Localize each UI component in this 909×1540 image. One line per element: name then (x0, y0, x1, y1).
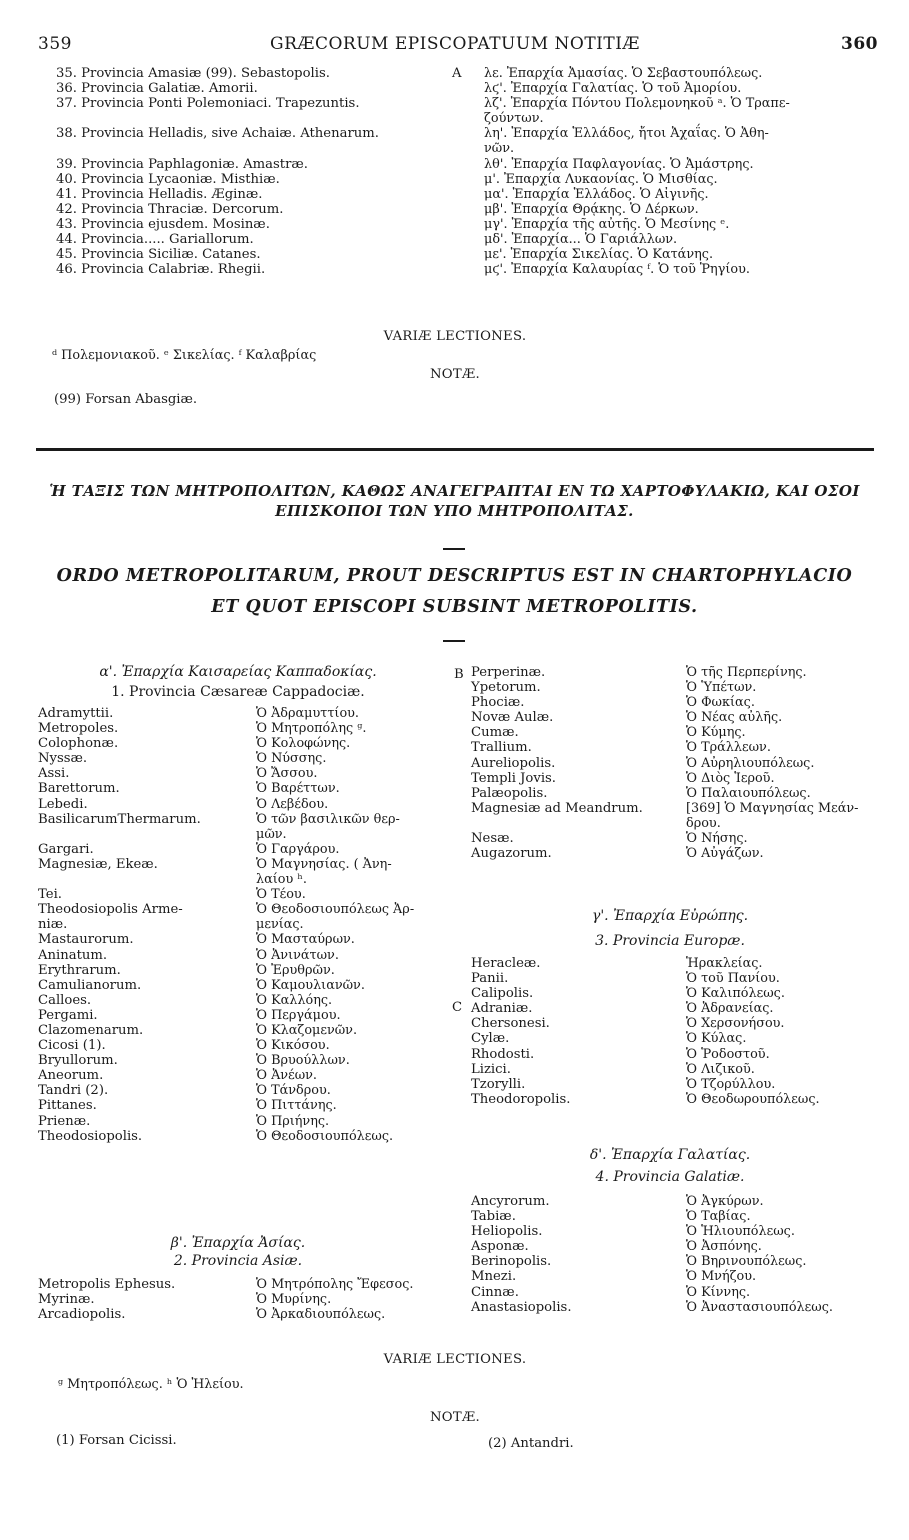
section-4-latin-heading: 4. Provincia Galatiæ. (595, 1169, 745, 1185)
list-line (38, 872, 201, 887)
main-title-greek-1: Ἡ ΤΑΞΙΣ ΤΩΝ ΜΗΤΡΟΠΟΛΙΤΩΝ, ΚΑΘΩΣ ΑΝΑΓΕΓΡΑΠΤΑΙ ΕΝ ΤΩ ΧΑΡΤΟΦΥΛΑΚΙΩ, ΚΑΙ ΟΣΟΙ (49, 482, 860, 500)
list-line (56, 111, 379, 126)
list-line: Cicosi (1). (38, 1038, 106, 1054)
right-latin-list-4 (471, 1194, 572, 1315)
list-line: 43. Provincia ejusdem. Mosinæ. (56, 216, 270, 232)
list-line: Ὁ Ἀσπόνης. (686, 1239, 762, 1255)
section-4-greek-heading: δ'. Ἐπαρχία Γαλατίας. (589, 1147, 751, 1163)
list-line: Ὁ Ἄσσου. (256, 766, 318, 782)
list-line: Chersonesi. (471, 1016, 550, 1032)
list-line: Ἡρακλείας. (686, 956, 763, 971)
list-line: 39. Provincia Paphlagoniæ. Amastræ. (56, 156, 308, 172)
left-greek-list-2 (256, 1277, 413, 1322)
right-latin-list-3 (471, 956, 570, 1107)
list-line: Assi. (38, 766, 70, 782)
bottom-note-1: (1) Forsan Cicissi. (56, 1433, 177, 1448)
list-line: Ὁ Ὑπέτων. (686, 680, 757, 696)
list-line: Calloes. (38, 992, 92, 1008)
list-line: Myrinæ. (38, 1292, 95, 1308)
main-title-greek-2: ΕΠΙΣΚΟΠΟΙ ΤΩΝ ΥΠΟ ΜΗΤΡΟΠΟΛΙΤΑΣ. (275, 502, 634, 520)
list-line: Ὁ Ἀγκύρων. (686, 1194, 764, 1209)
right-greek-list-3 (686, 956, 820, 1107)
list-line: Clazomenarum. (38, 1022, 144, 1038)
list-line (471, 816, 643, 831)
list-line: Ypetorum. (471, 680, 541, 696)
right-latin-list-1 (471, 665, 643, 861)
list-line: Ὁ τοῦ Πανίου. (686, 971, 780, 987)
list-line: Rhodosti. (471, 1046, 535, 1062)
list-line: με'. Ἐπαρχία Σικελίας. Ὁ Κατάνης. (484, 247, 714, 263)
list-line: λη'. Ἐπαρχία Ἑλλάδος, ἤτοι Ἀχαΐας. Ὁ Ἀθη- (484, 126, 769, 142)
list-line: Aneorum. (38, 1068, 104, 1084)
list-line: Prienæ. (38, 1113, 91, 1129)
list-line: Anastasiopolis. (471, 1299, 572, 1315)
variae-lectiones-heading: VARIÆ LECTIONES. (383, 329, 527, 344)
list-line: Pittanes. (38, 1098, 97, 1114)
list-line: Ὁ Νύσσης. (256, 751, 327, 767)
list-line: Tzorylli. (471, 1076, 526, 1092)
list-line: Ὁ Τράλλεων. (686, 740, 771, 756)
list-line: μῶν. (256, 826, 287, 842)
list-line: Theodosiopolis Arme- (38, 902, 183, 918)
list-line: μενίας. (256, 917, 304, 933)
list-line: Ὁ Ῥοδοστοῦ. (686, 1046, 770, 1062)
list-line: Trallium. (471, 740, 532, 756)
list-line: Bryullorum. (38, 1053, 118, 1069)
list-line: 46. Provincia Calabriæ. Rhegii. (56, 262, 266, 278)
list-line: Ὁ Βαρέττων. (256, 781, 340, 797)
notae-text: (99) Forsan Abasgiæ. (54, 392, 198, 407)
page-number-right: 360 (841, 34, 878, 54)
list-line: Panii. (471, 971, 509, 987)
list-line: Adraniæ. (471, 1001, 533, 1017)
right-greek-list-1 (686, 665, 859, 861)
list-line: Ὁ Ἀδρανείας. (686, 1001, 774, 1017)
list-line: Ὁ Περγάμου. (256, 1007, 341, 1023)
list-line: Ὁ Κολοφώνης. (256, 736, 351, 752)
list-line: Ὁ Κύμης. (686, 725, 746, 741)
list-line: [369] Ὁ Μαγνησίας Μεάν- (686, 800, 859, 816)
list-line: Ὁ Τζορύλλου. (686, 1076, 776, 1092)
list-line: Lizici. (471, 1061, 511, 1077)
list-line: Aureliopolis. (471, 755, 556, 771)
list-line: Magnesiæ ad Meandrum. (471, 800, 643, 816)
list-line: Novæ Aulæ. (471, 710, 554, 726)
list-line: λε. Ἐπαρχία Ἀμασίας. Ὁ Σεβαστουπόλεως. (484, 66, 763, 81)
list-line: νῶν. (484, 141, 515, 157)
left-latin-list (38, 706, 201, 1144)
list-line: Ὁ Μνήζου. (686, 1269, 757, 1285)
list-line: Ὁ Φωκίας. (686, 695, 755, 711)
list-line: BasilicarumThermarum. (38, 811, 201, 827)
list-line: Tandri (2). (38, 1083, 109, 1099)
list-line: Cinnæ. (471, 1284, 519, 1300)
page-number-left: 359 (38, 34, 72, 54)
section-2-latin-heading: 2. Provincia Asiæ. (173, 1253, 303, 1269)
list-line: Ὁ Καμουλιανῶν. (256, 977, 365, 993)
bottom-note-2: (2) Antandri. (488, 1436, 574, 1451)
list-line: Ὁ Κικόσου. (256, 1038, 330, 1054)
list-line: Camulianorum. (38, 977, 142, 993)
list-line: Magnesiæ, Ekeæ. (38, 856, 158, 872)
list-line: Ὁ Θεοδοσιουπόλεως. (256, 1128, 394, 1144)
list-line: Ὁ Καλλόης. (256, 992, 333, 1008)
list-line: μϛ'. Ἐπαρχία Καλαυρίας ᶠ. Ὁ τοῦ Ῥηγίου. (484, 262, 750, 278)
section-1-latin-heading: 1. Provincia Cæsareæ Cappadociæ. (111, 684, 365, 700)
list-line: Theodoropolis. (471, 1091, 571, 1107)
list-line: Ὁ Μαγνησίας. ( Ἀνη- (256, 856, 392, 872)
section-3-latin-heading: 3. Provincia Europæ. (595, 933, 745, 949)
list-line: Perperinæ. (471, 665, 546, 680)
list-line: Ὁ Τάνδρου. (256, 1083, 331, 1099)
list-line: Ὁ Ἀδραμυττίου. (256, 706, 359, 721)
list-line: 36. Provincia Galatiæ. Amorii. (56, 81, 258, 97)
list-line: Ὁ Μυρίνης. (256, 1292, 332, 1308)
right-greek-list-4 (686, 1194, 833, 1315)
list-line: Ὁ Μητρόπολης Ἔφεσος. (256, 1277, 414, 1292)
list-line: μδ'. Ἐπαρχία... Ὁ Γαριάλλων. (484, 232, 678, 248)
list-line: Ὁ Τέου. (256, 887, 306, 903)
list-line: Phociæ. (471, 695, 525, 711)
bottom-notae-heading: NOTÆ. (429, 1410, 481, 1425)
list-line: Colophonæ. (38, 736, 119, 752)
list-line: Mnezi. (471, 1269, 517, 1285)
list-line: Augazorum. (471, 846, 552, 862)
list-line: Ὁ Ἀναστασιουπόλεως. (686, 1299, 833, 1315)
section-1-greek-heading: α'. Ἐπαρχία Καισαρείας Καππαδοκίας. (99, 664, 377, 680)
list-line: δρου. (686, 815, 721, 831)
list-line: Tei. (38, 887, 62, 903)
list-line: Ὁ Βηρινουπόλεως. (686, 1254, 807, 1270)
list-line: Theodosiopolis. (38, 1128, 143, 1144)
list-line: μ'. Ἐπαρχία Λυκαονίας. Ὁ Μισθίας. (484, 171, 718, 187)
list-line: Ὁ Ταβίας. (686, 1209, 751, 1225)
list-line: Pergami. (38, 1007, 98, 1023)
list-line: Metropolis Ephesus. (38, 1277, 176, 1292)
list-line: Ὁ Πριήνης. (256, 1113, 330, 1129)
list-line: 45. Provincia Siciliæ. Catanes. (56, 247, 261, 263)
list-line: Ὁ Κλαζομενῶν. (256, 1022, 358, 1038)
title-dash (443, 640, 465, 642)
list-line: Palæopolis. (471, 785, 548, 801)
list-line: 38. Provincia Helladis, sive Achaiæ. Athenarum. (56, 126, 379, 142)
list-line: Mastaurorum. (38, 932, 134, 948)
list-line: Ὁ τῶν βασιλικῶν θερ- (256, 811, 400, 827)
top-list-greek (484, 66, 790, 277)
running-title: GRÆCORUM EPISCOPATUUM NOTITIÆ (270, 34, 640, 54)
main-title-latin-1: ORDO METROPOLITARUM, PROUT DESCRIPTUS EST IN CHARTOPHYLACIO (56, 566, 853, 586)
list-line: Berinopolis. (471, 1254, 552, 1270)
list-line: niæ. (38, 917, 68, 933)
list-line: Ὁ Θεοδωρουπόλεως. (686, 1091, 820, 1107)
list-line: λαίου ʰ. (256, 872, 307, 888)
list-line: 35. Provincia Amasiæ (99). Sebastopolis. (56, 66, 330, 81)
bottom-variae-heading: VARIÆ LECTIONES. (383, 1352, 527, 1367)
list-line: Ὁ Ἀρκαδιουπόλεως. (256, 1307, 386, 1323)
list-line: 41. Provincia Helladis. Æginæ. (56, 186, 263, 202)
list-line (38, 827, 201, 842)
list-line: Heliopolis. (471, 1224, 543, 1240)
list-line: ζούντων. (484, 111, 544, 127)
list-line: Adramyttii. (38, 706, 114, 721)
main-title-latin-2: ET QUOT EPISCOPI SUBSINT METROPOLITIS. (211, 597, 698, 617)
list-line: Ὁ Κύλας. (686, 1031, 747, 1047)
list-line: μα'. Ἐπαρχία Ἑλλάδος. Ὁ Αἰγινῆς. (484, 186, 709, 202)
list-line: Ὁ Ἀνινάτων. (256, 947, 339, 963)
marker-c: C (452, 1000, 463, 1015)
list-line: Ὁ Θεοδοσιουπόλεως Ἀρ- (256, 902, 415, 918)
section-2-greek-heading: β'. Ἐπαρχία Ἀσίας. (170, 1235, 306, 1251)
bottom-variae-text: ᵍ Μητροπόλεως. ʰ Ὁ Ἠλείου. (58, 1377, 244, 1392)
list-line: Asponæ. (471, 1239, 529, 1255)
list-line: Nyssæ. (38, 751, 88, 767)
section-divider (36, 448, 874, 451)
list-line: Heracleæ. (471, 956, 541, 971)
list-line: Barettorum. (38, 781, 120, 797)
list-line: Ὁ Κίννης. (686, 1284, 751, 1300)
list-line: Ὁ Νέας αὐλῆς. (686, 710, 783, 726)
title-dash (443, 548, 465, 550)
list-line: Erythrarum. (38, 962, 121, 978)
list-line: Aninatum. (38, 947, 108, 963)
list-line: Ὁ Αὐγάζων. (686, 846, 764, 862)
list-line: Ὁ Μασταύρων. (256, 932, 355, 948)
list-line: Ὁ Χερσονήσου. (686, 1016, 785, 1032)
list-line: 44. Provincia..... Gariallorum. (56, 232, 254, 248)
list-line: μβ'. Ἐπαρχία Θρᾴκης. Ὁ Δέρκων. (484, 201, 699, 217)
list-line: Ὁ Πιττάνης. (256, 1098, 337, 1114)
list-line: Ὁ Καλιπόλεως. (686, 986, 785, 1002)
list-line: Arcadiopolis. (38, 1307, 126, 1323)
list-line: Ὁ Διὸς Ἱεροῦ. (686, 770, 775, 786)
list-line: Ὁ Αὐρηλιουπόλεως. (686, 755, 815, 771)
list-line: Metropoles. (38, 721, 119, 737)
list-line: Lebedi. (38, 796, 88, 812)
list-line: Ὁ Νήσης. (686, 831, 748, 847)
list-line: Ὁ Λεβέδου. (256, 796, 329, 812)
notae-heading: NOTÆ. (429, 367, 481, 382)
list-line: Gargari. (38, 841, 94, 857)
list-line: Cylæ. (471, 1031, 510, 1047)
list-line: 37. Provincia Ponti Polemoniaci. Trapezuntis. (56, 96, 360, 112)
list-line: Ὁ Ἐρυθρῶν. (256, 962, 335, 978)
list-line: Tabiæ. (471, 1209, 516, 1225)
marker-a: A (452, 66, 462, 81)
marker-b: B (454, 667, 464, 682)
list-line: λζ'. Ἐπαρχία Πόντου Πολεμονηκοῦ ᵃ. Ὁ Τραπε- (484, 96, 790, 112)
list-line: Ὁ Παλαιουπόλεως. (686, 785, 811, 801)
list-line: Ὁ Βρυούλλων. (256, 1053, 350, 1069)
list-line: Ὁ Γαργάρου. (256, 841, 340, 857)
list-line: λϛ'. Ἐπαρχία Γαλατίας. Ὁ τοῦ Ἀμορίου. (484, 81, 742, 97)
list-line: 42. Provincia Thraciæ. Dercorum. (56, 201, 284, 217)
list-line: μγ'. Ἐπαρχία τῆς αὐτῆς. Ὁ Μεσίνης ᵉ. (484, 216, 730, 232)
list-line: Ancyrorum. (471, 1194, 550, 1209)
left-latin-list-2 (38, 1277, 175, 1322)
list-line: Ὁ τῆς Περπερίνης. (686, 665, 807, 680)
left-greek-list (256, 706, 414, 1144)
list-line: Ὁ Ἀνέων. (256, 1068, 317, 1084)
list-line: Ὁ Μητροπόλης ᵍ. (256, 721, 367, 737)
list-line: Ὁ Ἡλιουπόλεως. (686, 1224, 795, 1240)
list-line: Ὁ Λιζικοῦ. (686, 1061, 755, 1077)
list-line: Calipolis. (471, 986, 534, 1002)
list-line: Templi Jovis. (471, 770, 557, 786)
top-list-latin (56, 66, 379, 277)
list-line: 40. Provincia Lycaoniæ. Misthiæ. (56, 171, 280, 187)
list-line (56, 141, 379, 156)
variae-lectiones-text: ᵈ Πολεμονιακοῦ. ᵉ Σικελίας. ᶠ Καλαβρίας (52, 348, 317, 363)
section-3-greek-heading: γ'. Ἐπαρχία Εὐρώπης. (591, 908, 749, 924)
list-line: λθ'. Ἐπαρχία Παφλαγονίας. Ὁ Ἀμάστρης. (484, 156, 754, 172)
list-line: Cumæ. (471, 725, 519, 741)
list-line: Nesæ. (471, 831, 514, 847)
